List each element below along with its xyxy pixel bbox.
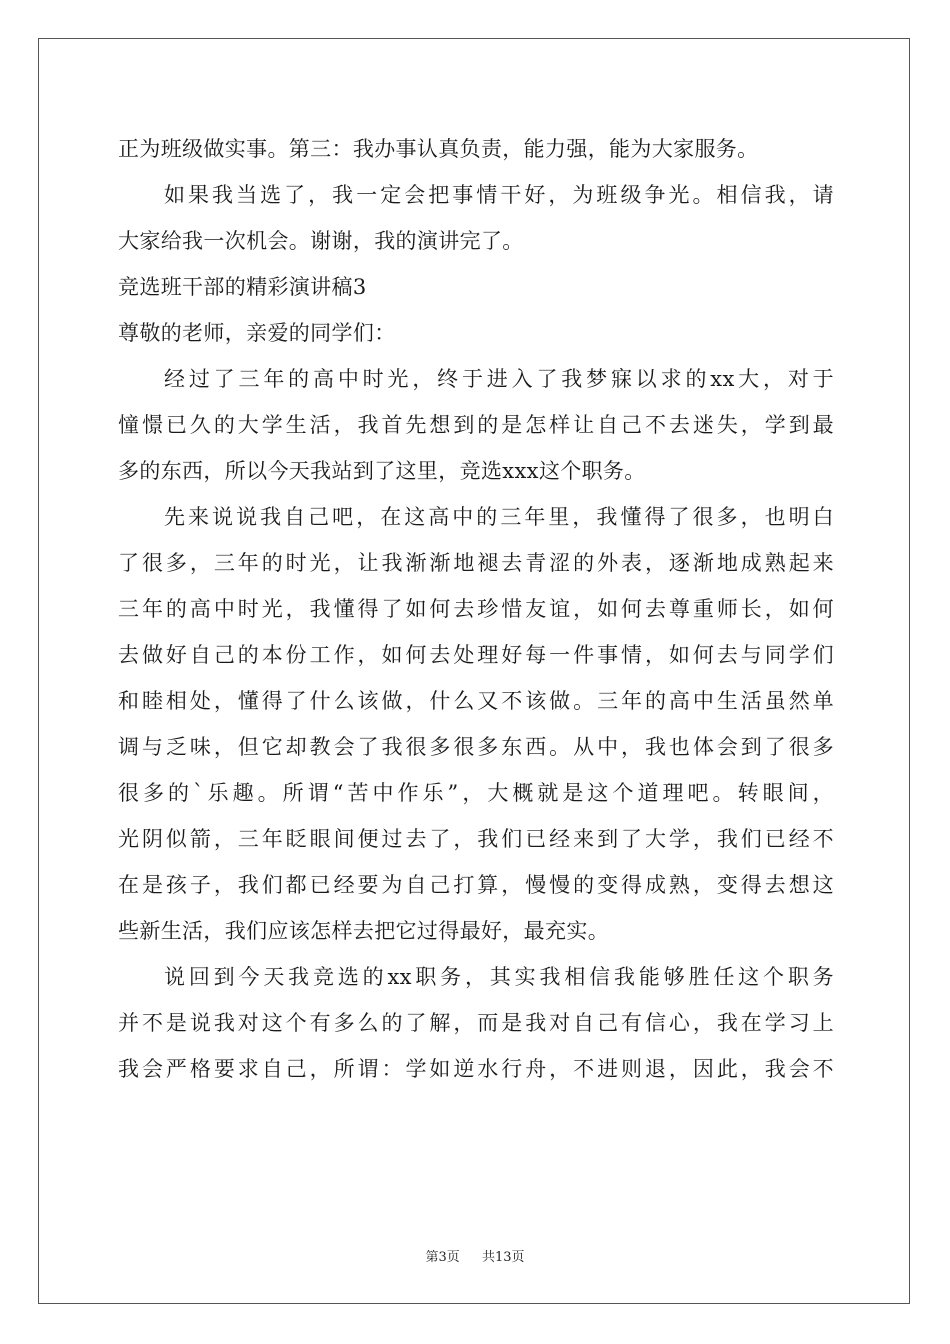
- text-line: 先来说说我自己吧，在这高中的三年里，我懂得了很多，也明白: [164, 505, 834, 529]
- text-line: 竞选班干部的精彩演讲稿3: [118, 275, 367, 299]
- text-line: 和睦相处，懂得了什么该做，什么又不该做。三年的高中生活虽然单: [118, 689, 834, 713]
- text-line: 调与乏味，但它却教会了我很多很多东西。从中，我也体会到了很多: [118, 735, 834, 759]
- text-line: 大家给我一次机会。谢谢，我的演讲完了。: [118, 229, 524, 253]
- text-line: 尊敬的老师，亲爱的同学们：: [118, 321, 396, 345]
- text-line: 了很多，三年的时光，让我渐渐地褪去青涩的外表，逐渐地成熟起来: [118, 551, 834, 575]
- text-line: 正为班级做实事。第三：我办事认真负责，能力强，能为大家服务。: [118, 137, 759, 161]
- page-footer: [0, 1246, 950, 1265]
- text-line: 些新生活，我们应该怎样去把它过得最好，最充实。: [118, 919, 610, 943]
- page-number: 第3页: [425, 1250, 460, 1265]
- text-line: 在是孩子，我们都已经要为自己打算，慢慢的变得成熟，变得去想这: [118, 873, 834, 897]
- text-line: 并不是说我对这个有多么的了解，而是我对自己有信心，我在学习上: [118, 1011, 834, 1035]
- text-line: 如果我当选了，我一定会把事情干好，为班级争光。相信我，请: [164, 183, 834, 207]
- text-line: 光阴似箭，三年眨眼间便过去了，我们已经来到了大学，我们已经不: [118, 827, 834, 851]
- text-line: 经过了三年的高中时光，终于进入了我梦寐以求的xx大，对于: [164, 367, 834, 391]
- text-line: 多的东西，所以今天我站到了这里，竞选xxx这个职务。: [118, 459, 646, 483]
- page-total: 共13页: [482, 1250, 525, 1265]
- text-line: 憧憬已久的大学生活，我首先想到的是怎样让自己不去迷失，学到最: [118, 413, 834, 437]
- text-line: 很多的`乐趣。所谓“苦中作乐”，大概就是这个道理吧。转眼间，: [118, 781, 834, 805]
- text-line: 三年的高中时光，我懂得了如何去珍惜友谊，如何去尊重师长，如何: [118, 597, 834, 621]
- text-line: 我会严格要求自己，所谓：学如逆水行舟，不进则退，因此，我会不: [118, 1057, 834, 1081]
- text-line: 说回到今天我竞选的xx职务，其实我相信我能够胜任这个职务: [164, 965, 834, 989]
- text-line: 去做好自己的本份工作，如何去处理好每一件事情，如何去与同学们: [118, 643, 834, 667]
- document-body: [118, 126, 834, 1092]
